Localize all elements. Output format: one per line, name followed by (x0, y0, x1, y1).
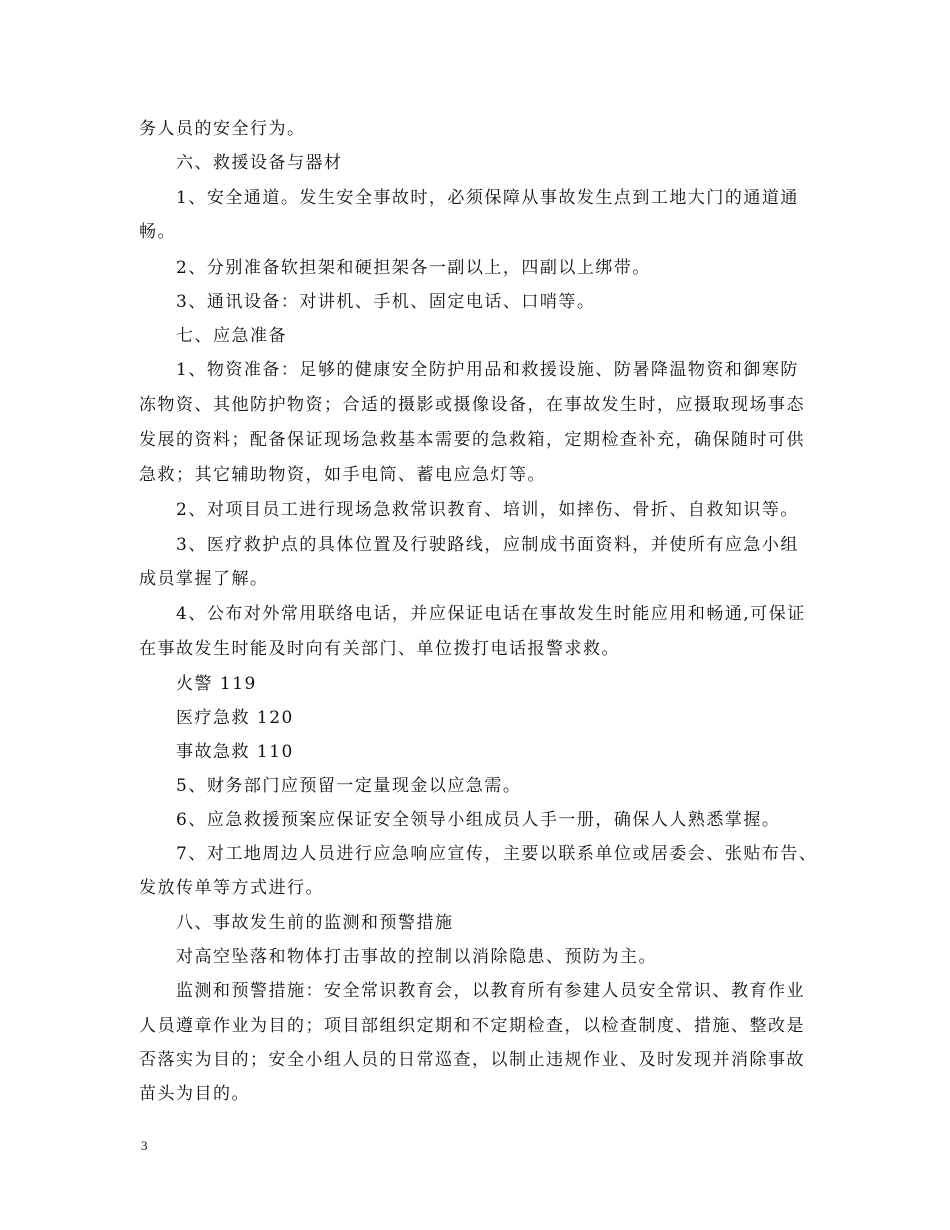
text-line: 2、分别准备软担架和硬担架各一副以上，四副以上绑带。 (176, 258, 651, 278)
text-line: 6、应急救援预案应保证安全领导小组成员人手一册，确保人人熟悉掌握。 (176, 810, 781, 830)
text-line: 苗头为目的。 (139, 1084, 250, 1104)
text-line: 3、通讯设备：对讲机、手机、固定电话、口哨等。 (176, 292, 596, 312)
section-heading: 七、应急准备 (176, 326, 287, 346)
page-number: 3 (141, 1138, 148, 1153)
text-line: 在事故发生时能及时向有关部门、单位拨打电话报警求救。 (139, 639, 620, 659)
section-heading: 六、救援设备与器材 (176, 153, 343, 173)
text-line: 1、安全通道。发生安全事故时，必须保障从事故发生点到工地大门的通道通 (176, 188, 799, 208)
text-line: 监测和预警措施：安全常识教育会，以教育所有参建人员安全常识、教育作业 (176, 981, 805, 1001)
text-line: 成员掌握了解。 (139, 569, 269, 589)
text-line: 对高空坠落和物体打击事故的控制以消除隐患、预防为主。 (176, 947, 657, 967)
text-line: 发展的资料；配备保证现场急救基本需要的急救箱，定期检查补充，确保随时可供 (139, 430, 805, 450)
phone-line-fire: 火警 119 (176, 674, 257, 694)
text-line: 3、医疗救护点的具体位置及行驶路线，应制成书面资料，并使所有应急小组 (176, 535, 799, 555)
phone-line-medical: 医疗急救 120 (176, 708, 294, 728)
text-line: 5、财务部门应预留一定量现金以应急需。 (176, 776, 522, 796)
phone-line-accident: 事故急救 110 (176, 742, 294, 762)
text-line: 2、对项目员工进行现场急救常识教育、培训，如摔伤、骨折、自救知识等。 (176, 500, 799, 520)
text-line: 务人员的安全行为。 (139, 119, 306, 139)
text-line: 发放传单等方式进行。 (139, 878, 324, 898)
text-line: 7、对工地周边人员进行应急响应宣传，主要以联系单位或居委会、张贴布告、 (176, 844, 818, 864)
text-line: 急救；其它辅助物资，如手电筒、蓄电应急灯等。 (139, 465, 546, 485)
text-line: 人员遵章作业为目的；项目部组织定期和不定期检查，以检查制度、措施、整改是 (139, 1016, 805, 1036)
text-line: 4、公布对外常用联络电话，并应保证电话在事故发生时能应用和畅通,可保证 (176, 604, 806, 624)
text-line: 否落实为目的；安全小组人员的日常巡查，以制止违规作业、及时发现并消除事故 (139, 1050, 805, 1070)
text-line: 畅。 (139, 222, 176, 242)
text-line: 1、物资准备：足够的健康安全防护用品和救援设施、防暑降温物资和御寒防 (176, 360, 799, 380)
text-line: 冻物资、其他防护物资；合适的摄影或摄像设备，在事故发生时，应摄取现场事态 (139, 395, 805, 415)
section-heading: 八、事故发生前的监测和预警措施 (176, 913, 454, 933)
